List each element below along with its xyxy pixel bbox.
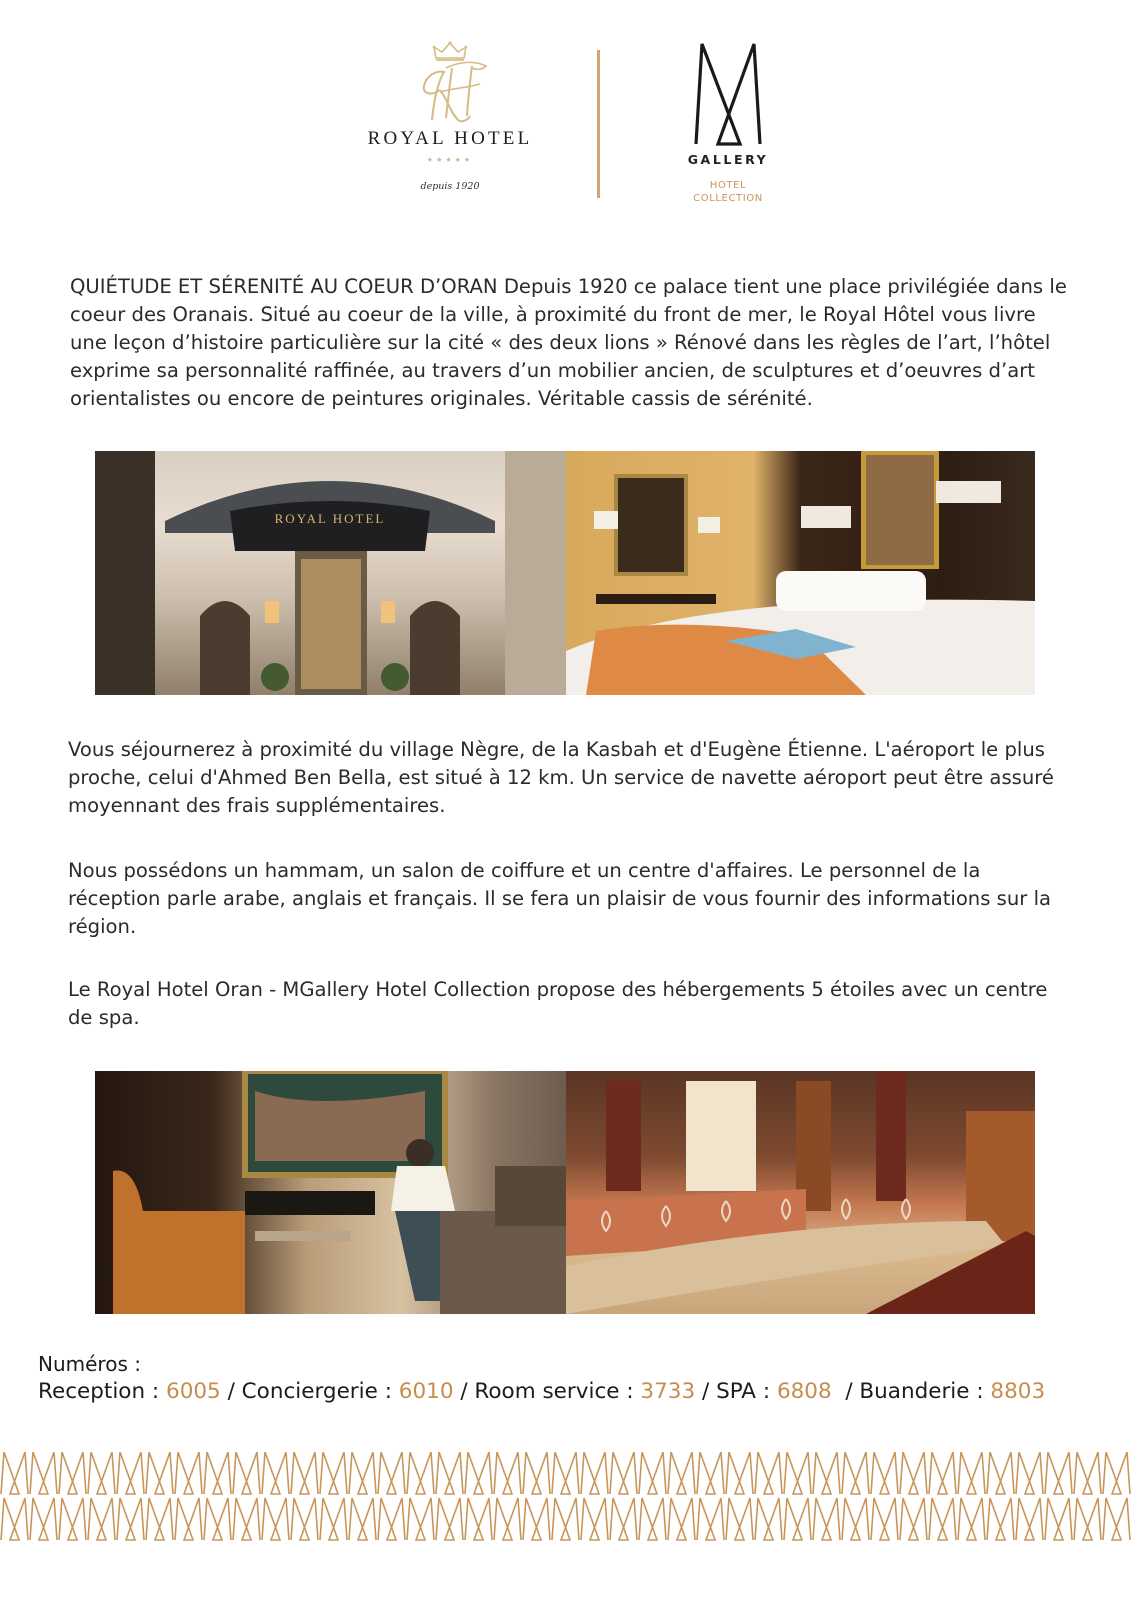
mgallery-collection: COLLECTION	[693, 193, 763, 204]
intro-text: Depuis 1920 ce palace tient une place privilégiée dans le coeur des Oranais. Situé au coeur de la ville, à proximité du front de mer, le Royal Hôtel vous livre une leçon d’histoire particulière sur la cité « des deux lions » Rénové dans les règles de l’art, l’hôtel exprime sa personnalité raffinée, au travers d’un mobilier ancien, de sculptures et d’oeuvres d’art orientalistes ou encore de peintures originales. Véritable cassis de sérénité.	[70, 275, 1067, 410]
star-rating: ★★★★★	[426, 156, 474, 164]
mgallery-logo	[672, 38, 784, 218]
spa-label: SPA	[716, 1379, 757, 1404]
lounge-illustration	[95, 1071, 566, 1314]
location-paragraph: Vous séjournerez à proximité du village Nègre, de la Kasbah et d'Eugène Étienne. L'aéroport le plus proche, celui d'Ahmed Ben Bella, est situé à 12 km. Un service de navette aéroport peut être assuré moyennant des frais supplémentaires.	[68, 738, 1054, 817]
rating-paragraph: Le Royal Hotel Oran - MGallery Hotel Collection propose des hébergements 5 étoiles avec un centre de spa.	[68, 978, 1048, 1029]
room-service-number: 3733	[640, 1379, 696, 1404]
royal-hotel-name: ROYAL HOTEL	[367, 128, 533, 149]
bedroom-photo	[566, 451, 1035, 695]
reception-label: Reception	[38, 1379, 146, 1404]
conciergerie-label: Conciergerie	[241, 1379, 378, 1404]
lounge-photo	[95, 1071, 566, 1314]
mgallery-pattern-border	[0, 1450, 1131, 1550]
since-tagline: depuis 1920	[420, 181, 480, 192]
room-service-label: Room service	[474, 1379, 620, 1404]
facade-illustration	[95, 451, 566, 695]
svg-text:ROYAL HOTEL: ROYAL HOTEL	[274, 511, 386, 526]
services-paragraph: Nous possédons un hammam, un salon de coiffure et un centre d'affaires. Le personnel de la réception parle arabe, anglais et français. Il se fera un plaisir de vous fournir des informations sur la région.	[68, 859, 1052, 938]
spa-number: 6808	[776, 1379, 832, 1404]
reception-number: 6005	[166, 1379, 221, 1404]
crown-icon	[430, 40, 470, 62]
numbers-title: Numéros :	[38, 1352, 141, 1376]
hotel-facade-photo	[95, 451, 566, 695]
intro-paragraph	[70, 273, 1070, 413]
rh-monogram-icon	[410, 60, 490, 126]
bedroom-illustration	[566, 451, 1035, 695]
numbers-list: Reception : 6005 / Conciergerie : 6010 / Room service : 3733 / SPA : 6808 / Buanderie : 8803	[38, 1379, 1046, 1404]
conciergerie-number: 6010	[398, 1379, 454, 1404]
buanderie-number: 8803	[990, 1379, 1046, 1404]
mgallery-hotel: HOTEL	[709, 180, 747, 191]
royal-hotel-logo	[355, 36, 545, 206]
logo-divider	[597, 50, 600, 198]
mgallery-brand: GALLERY	[687, 152, 769, 167]
intro-heading: QUIÉTUDE ET SÉRENITÉ AU COEUR D’ORAN	[70, 275, 498, 298]
buanderie-label: Buanderie	[859, 1379, 970, 1404]
restaurant-photo	[566, 1071, 1035, 1314]
mgallery-m-icon	[692, 40, 764, 148]
restaurant-illustration	[566, 1071, 1035, 1314]
